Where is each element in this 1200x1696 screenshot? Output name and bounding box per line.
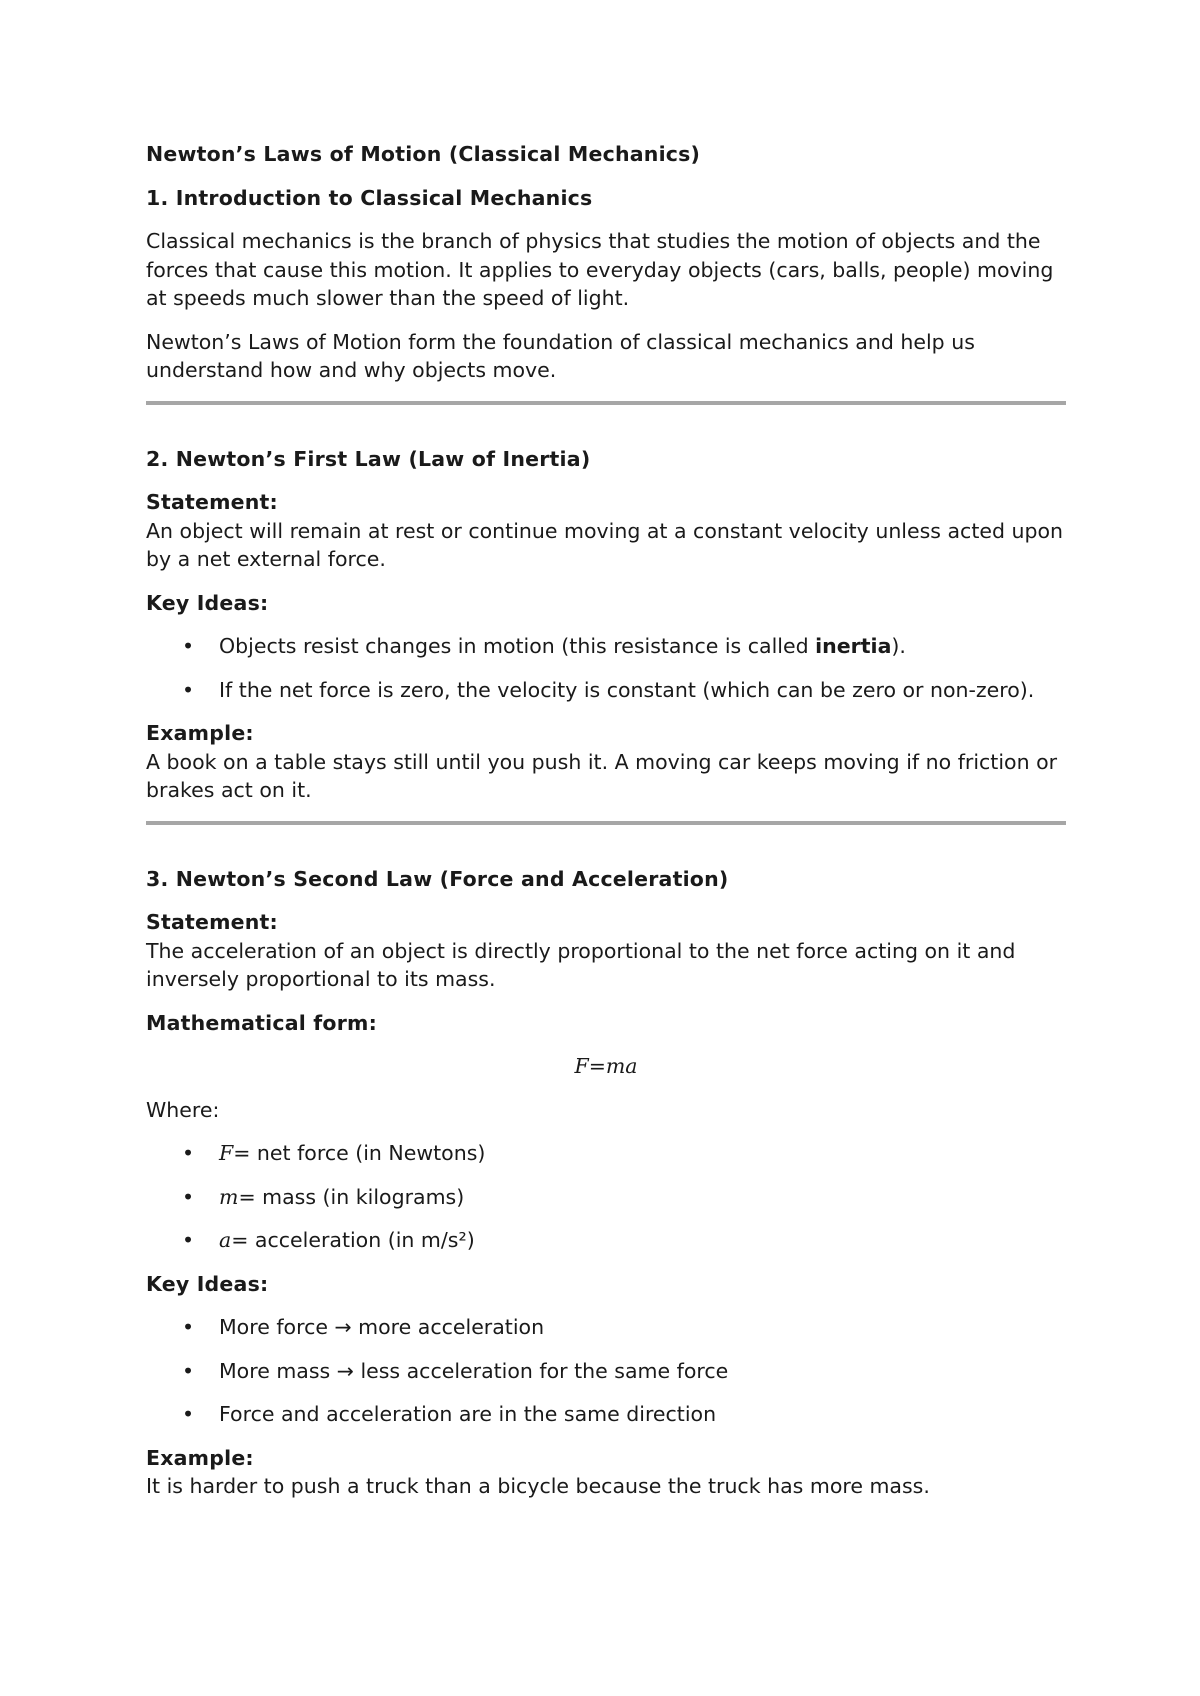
list-item: • If the net force is zero, the velocity is constant (which can be zero or non-zero).	[146, 676, 1066, 705]
section-3-key-ideas-list	[146, 1313, 1066, 1429]
section-2-example	[146, 719, 1066, 805]
inertia-term: inertia	[815, 634, 892, 658]
example-text: It is harder to push a truck than a bicycle because the truck has more mass.	[146, 1474, 930, 1498]
bullet-icon: •	[182, 1402, 195, 1426]
section-2-key-ideas-list	[146, 632, 1066, 704]
key-ideas-label: Key Ideas:	[146, 1271, 269, 1296]
bullet-icon: •	[182, 1228, 195, 1252]
math-form-label: Mathematical form:	[146, 1010, 377, 1035]
list-item: • F= net force (in Newtons)	[146, 1139, 1066, 1168]
formula: F=ma	[574, 1054, 638, 1078]
section-divider-1	[146, 401, 1066, 405]
variables-list	[146, 1139, 1066, 1255]
section-2-statement	[146, 488, 1066, 574]
list-item: • Objects resist changes in motion (this resistance is called inertia).	[146, 632, 1066, 661]
list-item: • Force and acceleration are in the same direction	[146, 1400, 1066, 1429]
section-1-heading: 1. Introduction to Classical Mechanics	[146, 185, 593, 210]
key-ideas-label: Key Ideas:	[146, 590, 269, 615]
example-label: Example:	[146, 721, 254, 745]
list-item: • a= acceleration (in m/s²)	[146, 1226, 1066, 1255]
bullet-icon: •	[182, 677, 195, 702]
bullet-icon: •	[182, 1358, 195, 1383]
where-label: Where:	[146, 1097, 220, 1122]
variable-symbol: m	[219, 1184, 239, 1209]
section-divider-2	[146, 821, 1066, 825]
section-1-paragraph-1: Classical mechanics is the branch of physics that studies the motion of objects and the forces that cause this motion. It applies to everyday objects (cars, balls, people) moving at speeds much slower than the speed of light.	[146, 229, 1054, 310]
section-3-heading: 3. Newton’s Second Law (Force and Acceleration)	[146, 866, 729, 891]
bullet-icon: •	[182, 1315, 195, 1339]
statement-text: The acceleration of an object is directly proportional to the net force acting on it and inversely proportional to its mass.	[146, 938, 1016, 991]
section-3-statement	[146, 908, 1066, 994]
section-2-heading: 2. Newton’s First Law (Law of Inertia)	[146, 446, 591, 471]
example-label: Example:	[146, 1445, 254, 1470]
section-3-example	[146, 1444, 1066, 1501]
document-page	[146, 140, 1066, 1516]
list-item: • More force → more acceleration	[146, 1313, 1066, 1342]
bullet-icon: •	[182, 634, 195, 658]
variable-symbol: a	[219, 1228, 232, 1252]
bullet-icon: •	[182, 1141, 195, 1165]
statement-label: Statement:	[146, 910, 278, 934]
section-1-paragraph-2: Newton’s Laws of Motion form the foundation of classical mechanics and help us understand how and why objects move.	[146, 329, 975, 382]
statement-label: Statement:	[146, 490, 278, 514]
document-title: Newton’s Laws of Motion (Classical Mechanics)	[146, 142, 701, 166]
statement-text: An object will remain at rest or continue moving at a constant velocity unless acted upon by a net external force.	[146, 518, 1064, 571]
example-text: A book on a table stays still until you push it. A moving car keeps moving if no friction or brakes act on it.	[146, 749, 1058, 802]
bullet-icon: •	[182, 1184, 195, 1209]
list-item: • m= mass (in kilograms)	[146, 1183, 1066, 1212]
list-item: • More mass → less acceleration for the same force	[146, 1357, 1066, 1386]
variable-symbol: F	[219, 1141, 234, 1165]
